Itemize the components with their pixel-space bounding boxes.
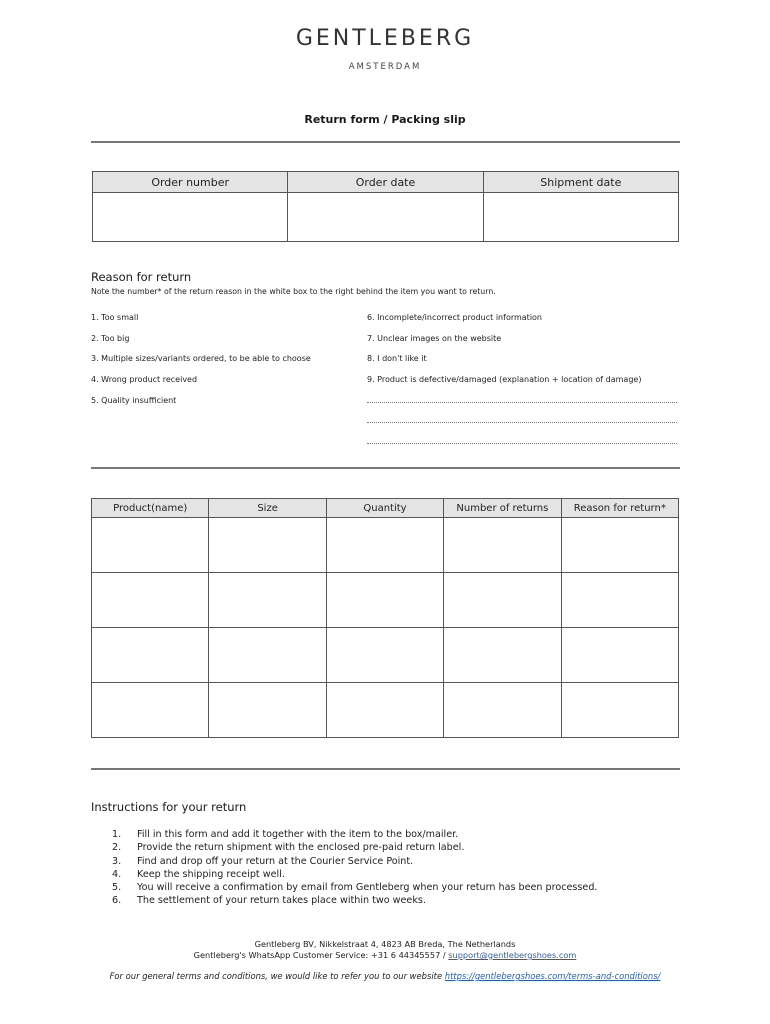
reason-item: 3. Multiple sizes/variants ordered, to be able to choose <box>91 354 311 363</box>
step-text: The settlement of your return takes place within two weeks. <box>137 895 426 907</box>
size-cell[interactable] <box>209 628 326 683</box>
list-item <box>112 842 597 855</box>
page-title: Return form / Packing slip <box>304 113 466 126</box>
whatsapp-text: Gentleberg's WhatsApp Customer Service: +31 6 44345557 / <box>193 950 449 960</box>
list-item <box>112 895 597 908</box>
reason-for-return-cell[interactable] <box>561 628 678 683</box>
quantity-header: Quantity <box>326 499 443 518</box>
order-date-header: Order date <box>288 172 483 193</box>
reason-heading: Reason for return <box>91 270 192 284</box>
brand-logo: GENTLEBERG <box>295 26 475 51</box>
list-item <box>112 882 597 895</box>
shipment-date-header: Shipment date <box>483 172 678 193</box>
quantity-cell[interactable] <box>326 518 443 573</box>
order-date-field[interactable] <box>288 193 483 242</box>
damage-explanation-line[interactable] <box>367 443 677 444</box>
reason-item: 6. Incomplete/incorrect product information <box>367 313 542 322</box>
step-number: 1. <box>112 829 122 840</box>
reason-item: 8. I don't like it <box>367 354 427 363</box>
size-header: Size <box>209 499 326 518</box>
step-text: Keep the shipping receipt well. <box>137 868 285 880</box>
damage-explanation-line[interactable] <box>367 402 677 403</box>
size-cell[interactable] <box>209 573 326 628</box>
footer-terms <box>0 971 770 981</box>
step-text: Find and drop off your return at the Courier Service Point. <box>137 855 414 867</box>
table-row <box>92 628 679 683</box>
reason-item: 1. Too small <box>91 313 139 322</box>
step-number: 5. <box>112 882 122 894</box>
product-name-header: Product(name) <box>92 499 209 518</box>
divider <box>91 467 680 469</box>
reason-item: 9. Product is defective/damaged (explanation + location of damage) <box>367 375 642 384</box>
product-name-cell[interactable] <box>92 683 209 738</box>
step-text: You will receive a confirmation by email from Gentleberg when your return has been processed. <box>137 882 598 894</box>
reason-for-return-header: Reason for return* <box>561 499 678 518</box>
terms-link[interactable]: https://gentlebergshoes.com/terms-and-conditions/ <box>444 971 661 981</box>
step-text: Fill in this form and add it together with the item to the box/mailer. <box>137 829 459 840</box>
reason-for-return-cell[interactable] <box>561 683 678 738</box>
size-cell[interactable] <box>209 683 326 738</box>
number-of-returns-cell[interactable] <box>444 683 561 738</box>
product-name-cell[interactable] <box>92 518 209 573</box>
number-of-returns-cell[interactable] <box>444 573 561 628</box>
table-row <box>92 573 679 628</box>
instructions-heading: Instructions for your return <box>91 800 247 814</box>
number-of-returns-header: Number of returns <box>444 499 561 518</box>
reason-for-return-cell[interactable] <box>561 573 678 628</box>
divider <box>91 141 680 143</box>
step-text: Provide the return shipment with the enclosed pre-paid return label. <box>137 842 465 854</box>
shipment-date-field[interactable] <box>483 193 678 242</box>
reason-for-return-cell[interactable] <box>561 518 678 573</box>
order-table <box>92 171 679 242</box>
table-row <box>92 518 679 573</box>
list-item <box>112 829 597 842</box>
brand-subtitle: AMSTERDAM <box>348 62 422 72</box>
product-name-cell[interactable] <box>92 628 209 683</box>
size-cell[interactable] <box>209 518 326 573</box>
reason-item: 2. Too big <box>91 334 130 343</box>
list-item <box>112 869 597 882</box>
number-of-returns-cell[interactable] <box>444 628 561 683</box>
footer-address: Gentleberg BV, Nikkelstraat 4, 4823 AB Breda, The Netherlands <box>254 939 516 949</box>
reason-item: 4. Wrong product received <box>91 375 198 384</box>
list-item <box>112 856 597 869</box>
step-number: 6. <box>112 895 122 907</box>
reason-item: 5. Quality insufficient <box>91 396 177 405</box>
reason-note: Note the number* of the return reason in the white box to the right behind the item you want to return. <box>91 287 496 296</box>
order-number-field[interactable] <box>93 193 288 242</box>
quantity-cell[interactable] <box>326 628 443 683</box>
number-of-returns-cell[interactable] <box>444 518 561 573</box>
quantity-cell[interactable] <box>326 683 443 738</box>
step-number: 4. <box>112 868 122 880</box>
quantity-cell[interactable] <box>326 573 443 628</box>
terms-text: For our general terms and conditions, we would like to refer you to our website <box>109 971 445 981</box>
instructions-list <box>112 829 597 909</box>
support-email-link[interactable]: support@gentlebergshoes.com <box>448 950 577 960</box>
damage-explanation-line[interactable] <box>367 422 677 423</box>
divider <box>91 768 680 770</box>
order-number-header: Order number <box>93 172 288 193</box>
product-table <box>91 498 679 738</box>
footer-contact <box>0 950 770 960</box>
table-row <box>92 683 679 738</box>
step-number: 3. <box>112 855 122 867</box>
product-name-cell[interactable] <box>92 573 209 628</box>
reason-item: 7. Unclear images on the website <box>367 334 502 343</box>
step-number: 2. <box>112 842 122 854</box>
